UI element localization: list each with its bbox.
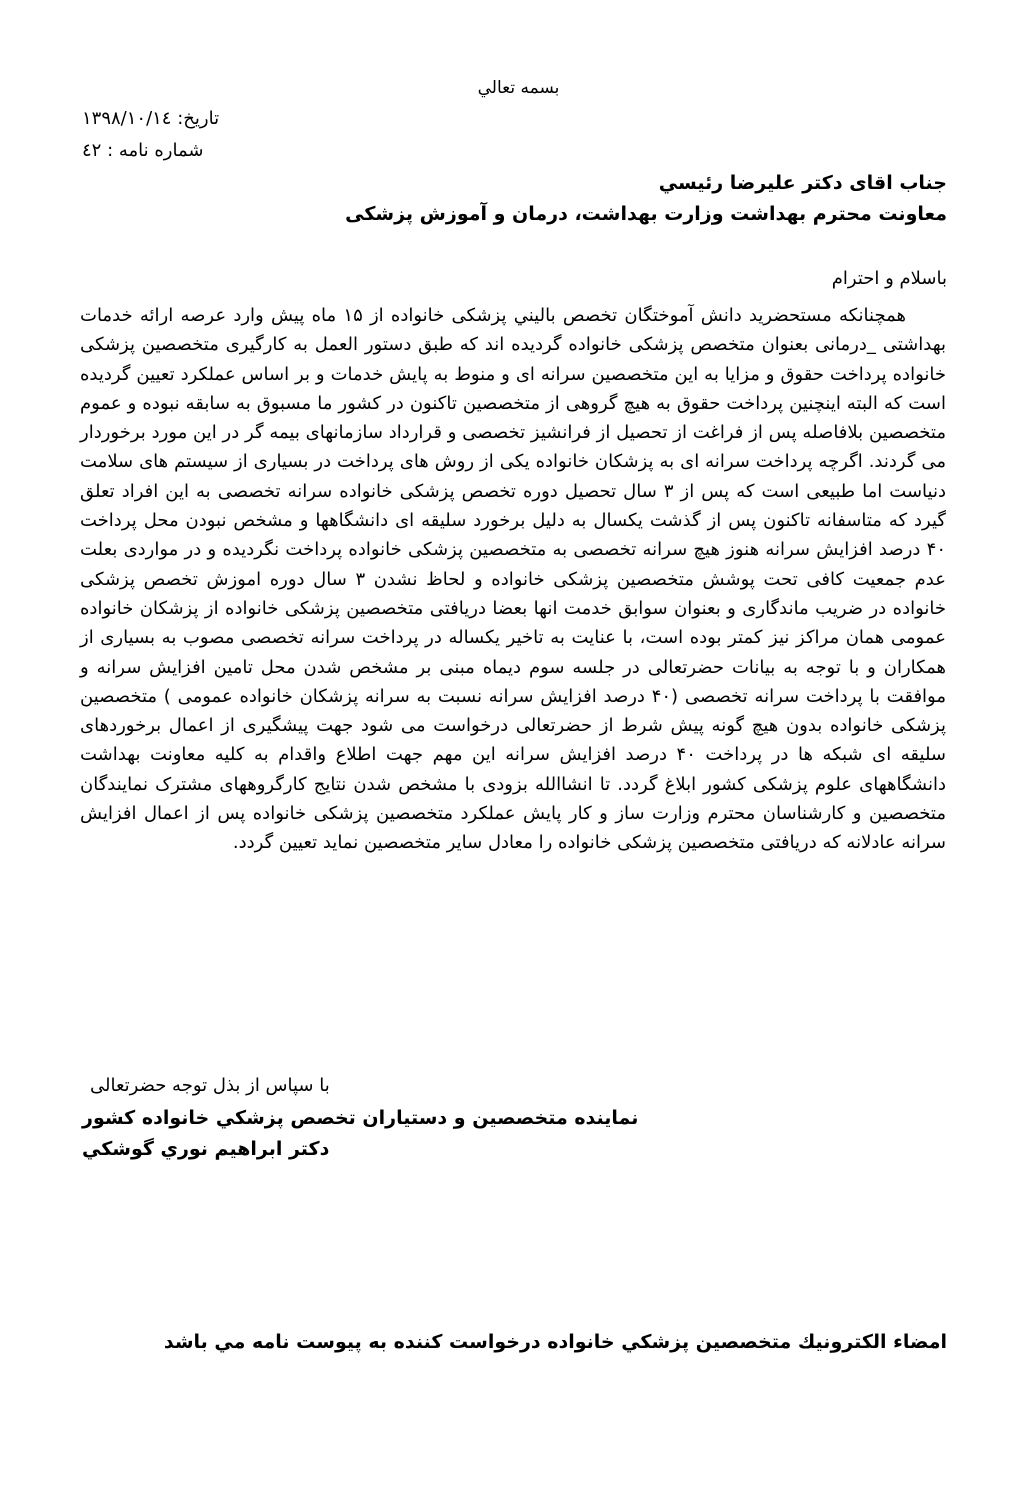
letter-date: تاریخ: ۱۳۹۸/۱۰/۱٤ [82,108,220,129]
letter-body: همچنانکه مستحضرید دانش آموختگان تخصص باليني پزشکی خانواده از ۱۵ ماه پیش وارد عرصه ارائه خدمات بهداشتی _درمانی بعنوان متخصص پزشکی خانواده گردیده اند که طبق دستور العمل به کارگیری متخصصین پزشکی خانواده پرداخت حقوق و مزایا به این متخصصین سرانه ای و منوط به پایش خدمات و بر اساس عملکرد تعیین گردیده است که البته اینچنین پرداخت حقوق به هیچ گروهی از متخصصین تاکنون در کشور ما مسبوق به سابقه نبوده و عموم متخصصین بلافاصله پس از فراغت از تحصیل از فرانشیز تخصصی و قرارداد سازمانهای بیمه گر در این مورد برخوردار می گردند. اگرچه پرداخت سرانه ای به پزشکان خانواده یکی از روش های پرداخت در بسیاری از سیستم های سلامت دنیاست اما طبیعی است که پس از ۳ سال تحصیل دوره تخصص پزشکی خانواده سرانه تخصصی به این افراد تعلق گیرد که متاسفانه تاکنون پس از گذشت یکسال به دلیل برخورد سلیقه ای دانشگاهها و مشخص نبودن محل پرداخت ۴۰ درصد افزایش سرانه هنوز هیچ سرانه تخصصی به متخصصین پزشکی خانواده پرداخت نگردیده و در مواردی بعلت عدم جمعیت کافی تحت پوشش متخصصین پزشکی خانواده و لحاظ نشدن ۳ سال دوره اموزش تخصص پزشکی خانواده در ضریب ماندگاری و بعنوان سوابق خدمت انها بعضا دریافتی متخصصین پزشکی خانواده از پزشکان خانواده عمومی همان مراکز نیز کمتر بوده است، با عنایت به تاخیر یکساله در پرداخت سرانه تخصصی مصوب به بسیاری از همکاران و با توجه به بیانات حضرتعالی در جلسه سوم دیماه مبنی بر مشخص شدن محل تامین افزایش سرانه و موافقت با پرداخت سرانه تخصصی (۴۰ درصد افزایش سرانه نسبت به سرانه پزشکان خانواده عمومی ) متخصصین پزشکی خانواده بدون هیچ گونه پیش شرط از حضرتعالی درخواست می شود جهت پیشگیری از اعمال برخوردهای سلیقه ای شبکه ها در پرداخت ۴۰ درصد افزایش سرانه این مهم جهت اطلاع واقدام به کلیه معاونت بهداشت دانشگاههای علوم پزشکی کشور ابلاغ گردد. تا انشاالله بزودی با مشخص شدن نتایج کارگروههای مشترک نمایندگان متخصصین و کارشناسان محترم وزارت ساز و کار پایش عملکرد متخصصین پزشکی خانواده پس از اعمال افزایش سرانه عادلانه که دریافتی متخصصین پزشکی خانواده را معادل سایر متخصصین نماید تعیین گردد. [80,305,946,854]
addressee-name: جناب اقای دکتر علیرضا رئيسي [658,172,947,194]
letter-number: شماره نامه : ٤۲ [82,140,204,161]
sender-role: نماینده متخصصین و دستیاران تخصص پزشكي خانواده كشور [82,1107,639,1129]
invocation-heading: بسمه تعالي [477,78,560,98]
attachment-note: امضاء الكترونيك متخصصين پزشكي خانواده درخواست كننده به پيوست نامه مي باشد [163,1331,947,1353]
sender-name: دكتر ابراهيم نوري گوشكي [82,1138,330,1160]
closing-thanks: با سپاس از بذل توجه حضرتعالی [90,1075,330,1096]
greeting: باسلام و احترام [831,268,947,289]
addressee-title: معاونت محترم بهداشت وزارت بهداشت، درمان و آموزش پزشکی [345,203,947,225]
